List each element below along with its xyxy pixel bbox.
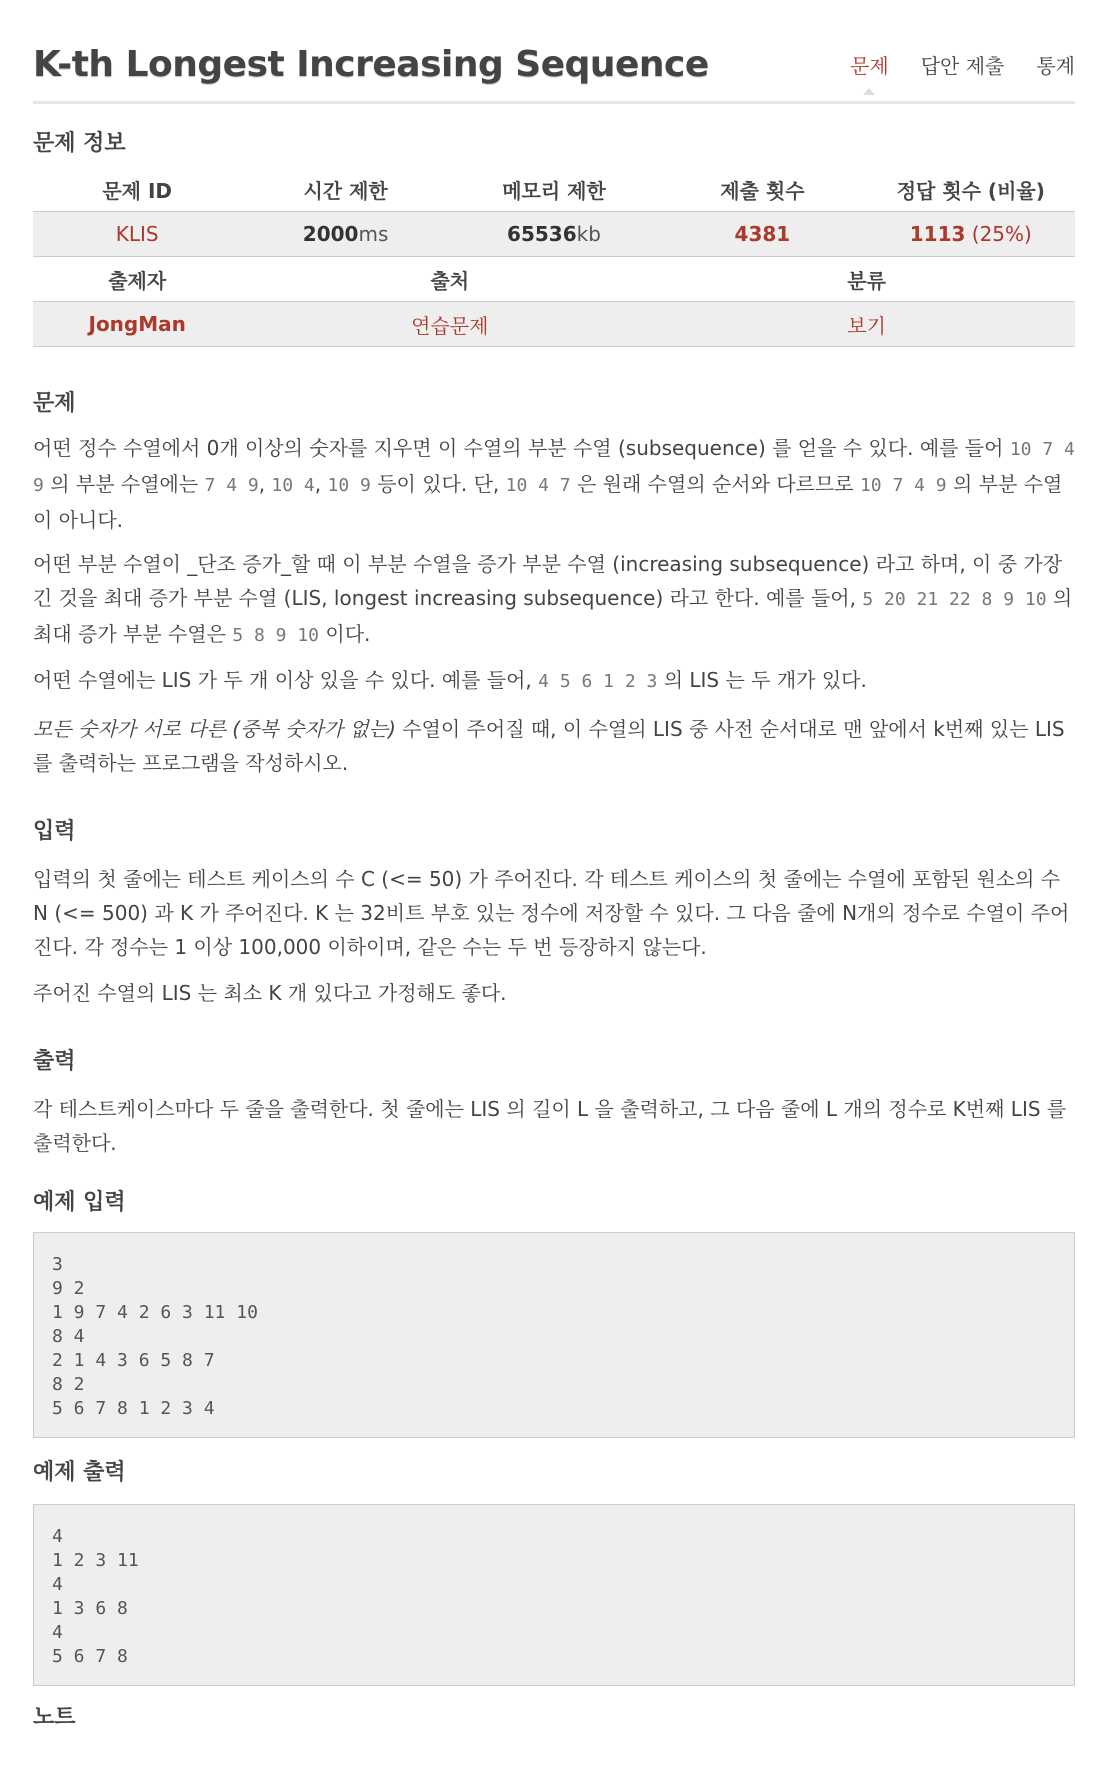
sample-output-title: 예제 출력 — [33, 1460, 126, 1485]
text-span: , — [258, 472, 272, 496]
text-span: 등이 있다. 단, — [370, 472, 506, 496]
info-header-row — [33, 167, 1075, 211]
inline-code: 5 8 9 10 — [232, 625, 320, 646]
inline-code: 10 4 — [271, 475, 315, 496]
problem-paragraph-2 — [33, 547, 1075, 653]
time-limit-value — [241, 212, 449, 256]
time-limit-unit: ms — [358, 222, 389, 246]
tab-submit[interactable]: 답안 제출 — [920, 54, 1005, 78]
sample-output-block[interactable]: 4 1 2 3 11 4 1 3 6 8 4 5 6 7 8 — [33, 1504, 1075, 1686]
text-span: 어떤 정수 수열에서 0개 이상의 숫자를 지우면 이 수열의 부분 수열 (subsequence) 를 얻을 수 있다. 예를 들어 — [33, 436, 1010, 460]
inline-code: 4 5 6 1 2 3 — [538, 671, 658, 692]
header-memory-limit: 메모리 제한 — [502, 178, 606, 203]
problem-paragraph-3 — [33, 663, 1075, 699]
memory-limit-number: 65536 — [507, 222, 577, 246]
note-section-title: 노트 — [33, 1705, 76, 1730]
memory-limit-unit: kb — [576, 222, 601, 246]
info-section-title: 문제 정보 — [33, 131, 126, 156]
header-author: 출제자 — [108, 268, 167, 293]
text-span: 수열이 주어질 때, 이 수열의 LIS 중 사전 순서대로 맨 앞에서 k번째 있는 LIS 를 출력하는 프로그램을 작성하시오. — [33, 717, 1065, 775]
problem-id-link[interactable]: KLIS — [115, 222, 159, 246]
memory-limit-value — [450, 212, 658, 256]
time-limit-number: 2000 — [302, 222, 359, 246]
text-span: 의 최대 증가 부분 수열은 — [33, 586, 1073, 646]
info-value-row-2 — [33, 301, 1075, 347]
source-link[interactable]: 연습문제 — [411, 313, 489, 338]
problem-info-table — [33, 167, 1075, 347]
text-span: 의 LIS 는 두 개가 있다. — [657, 668, 867, 692]
input-section-title: 입력 — [33, 819, 76, 844]
inline-code: 7 4 9 — [204, 475, 259, 496]
inline-code: 10 7 4 9 — [33, 439, 1075, 496]
accepted-ratio: (25%) — [971, 222, 1032, 246]
sample-input-block[interactable]: 3 9 2 1 9 7 4 2 6 3 11 10 8 4 2 1 4 3 6 5 8 7 8 2 5 6 7 8 1 2 3 4 — [33, 1232, 1075, 1438]
info-header-row-2 — [33, 257, 1075, 301]
text-span: 의 부분 수열이 아니다. — [33, 472, 1063, 532]
submissions-link[interactable]: 4381 — [734, 222, 791, 246]
accepted-link[interactable] — [867, 212, 1075, 256]
inline-code: 10 9 — [327, 475, 371, 496]
inline-code: 10 4 7 — [505, 475, 571, 496]
text-span: 의 부분 수열에는 — [43, 472, 205, 496]
inline-code: 10 7 4 9 — [859, 475, 947, 496]
accepted-count: 1113 — [909, 222, 966, 246]
text-span: 어떤 수열에는 LIS 가 두 개 이상 있을 수 있다. 예를 들어, — [33, 668, 539, 692]
header-problem-id: 문제 ID — [102, 178, 173, 203]
input-paragraph-1: 입력의 첫 줄에는 테스트 케이스의 수 C (<= 50) 가 주어진다. 각 테스트 케이스의 첫 줄에는 수열에 포함된 원소의 수 N (<= 500) 과 K 가 주어진다. K 는 32비트 부호 있는 정수에 저장할 수 있다. 그 다음 줄에 N개의 정수로 수열이 주어진다. 각 정수는 1 이상 100,000 이하이며, 같은 수는 두 번 등장하지 않는다. — [33, 867, 1070, 959]
output-section-title: 출력 — [33, 1049, 76, 1074]
sample-input-title: 예제 입력 — [33, 1190, 126, 1215]
author-link[interactable]: JongMan — [88, 312, 186, 336]
header-submissions: 제출 횟수 — [720, 178, 805, 203]
input-paragraph-2: 주어진 수열의 LIS 는 최소 K 개 있다고 가정해도 좋다. — [33, 981, 507, 1005]
header-time-limit: 시간 제한 — [303, 178, 388, 203]
category-toggle[interactable]: 보기 — [847, 313, 886, 338]
problem-title: K-th Longest Increasing Sequence — [33, 44, 709, 85]
header-category: 분류 — [847, 268, 886, 293]
inline-code: 5 20 21 22 8 9 10 — [862, 589, 1047, 610]
tab-stats[interactable]: 통계 — [1036, 54, 1075, 78]
problem-paragraph-1 — [33, 431, 1075, 537]
text-span: , — [314, 472, 328, 496]
emphasis-text: 모든 숫자가 서로 다른 (중복 숫자가 없는) — [33, 717, 396, 741]
info-value-row — [33, 211, 1075, 257]
problem-section-title: 문제 — [33, 391, 76, 416]
problem-paragraph-4 — [33, 712, 1075, 780]
tab-problem[interactable]: 문제 — [850, 50, 889, 79]
text-span: 어떤 부분 수열이 _단조 증가_할 때 이 부분 수열을 증가 부분 수열 (increasing subsequence) 라고 하며, 이 중 가장 긴 것을 최대 증가 부분 수열 (LIS, longest increasing subsequence) 라고 한다. 예를 들어, — [33, 552, 1063, 610]
problem-tabs — [818, 50, 1075, 79]
problem-page — [33, 0, 1075, 1730]
page-header — [33, 0, 1075, 104]
header-source: 출처 — [430, 268, 470, 293]
header-accepted: 정답 횟수 (비율) — [896, 178, 1045, 203]
text-span: 이다. — [319, 622, 371, 646]
output-paragraph-1: 각 테스트케이스마다 두 줄을 출력한다. 첫 줄에는 LIS 의 길이 L 을 출력하고, 그 다음 줄에 L 개의 정수로 K번째 LIS 를 출력한다. — [33, 1097, 1067, 1155]
text-span: 은 원래 수열의 순서와 다르므로 — [570, 472, 860, 496]
